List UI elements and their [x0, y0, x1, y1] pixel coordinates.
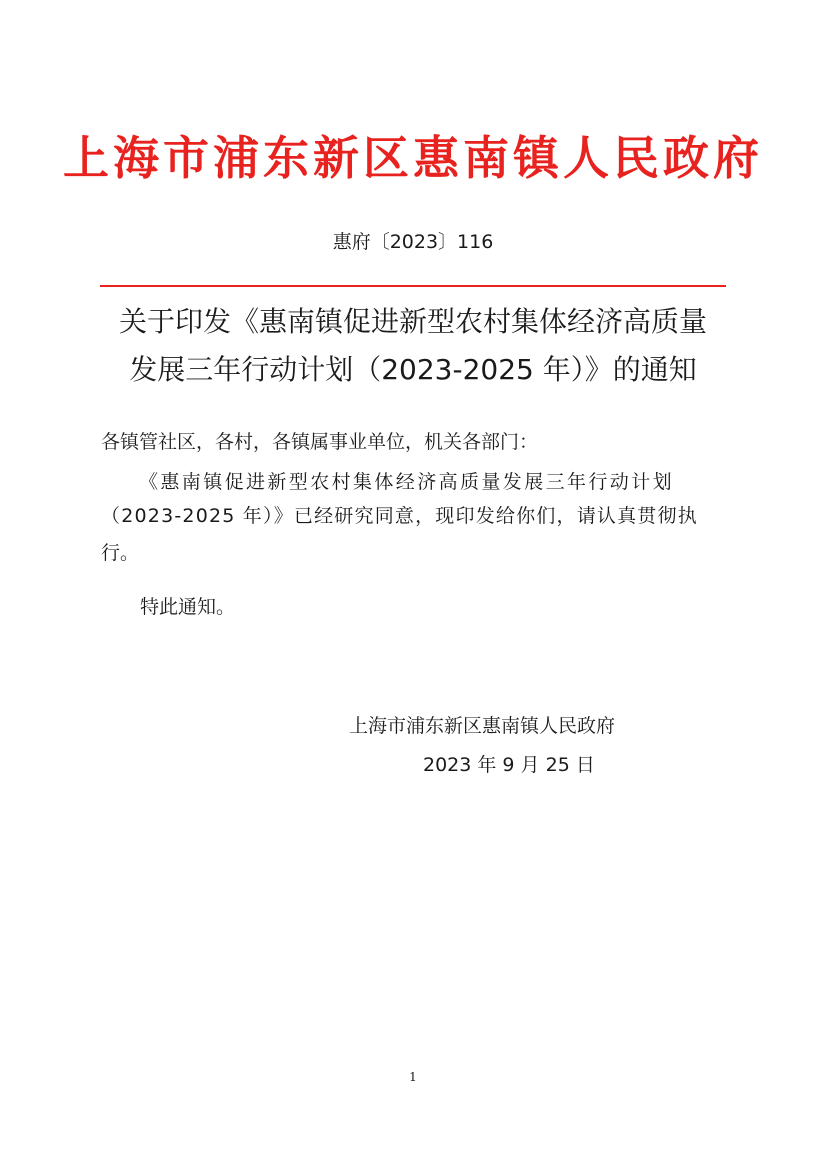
- body-line-2: （2023-2025 年）》已经研究同意，现印发给你们，请认真贯彻执: [101, 505, 698, 527]
- red-separator-line: [100, 285, 726, 287]
- page-number: 1: [409, 1070, 417, 1084]
- document-title: [90, 298, 736, 394]
- document-title-line-2: 发展三年行动计划（2023-2025 年）》的通知: [129, 353, 697, 386]
- body-line-3: 行。: [101, 542, 140, 564]
- salutation: 各镇管社区，各村，各镇属事业单位，机关各部门：: [101, 431, 539, 453]
- issuer-title: 上海市浦东新区惠南镇人民政府: [63, 131, 763, 185]
- signature-issuer: 上海市浦东新区惠南镇人民政府: [349, 715, 616, 737]
- body-line-1: 《惠南镇促进新型农村集体经济高质量发展三年行动计划: [139, 471, 675, 493]
- issue-date: 2023 年 9 月 25 日: [423, 754, 595, 776]
- document-title-line-1: 关于印发《惠南镇促进新型农村集体经济高质量: [118, 305, 707, 338]
- closing-remark: 特此通知。: [140, 596, 236, 618]
- document-number: 惠府〔2023〕116: [332, 231, 494, 253]
